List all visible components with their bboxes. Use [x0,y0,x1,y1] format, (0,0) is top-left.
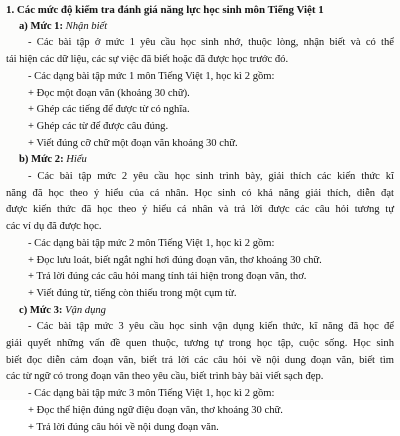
level-2-heading: b) Mức 2: Hiểu [19,154,87,166]
level-1-heading: a) Mức 1: Nhận biết [19,20,108,32]
level-1-item: + Ghép các tiếng để được từ có nghĩa. [28,104,190,116]
level-3-desc-line-2: giải quyết những vấn đề quen thuộc, tương tự trong học tập, cuộc sống. Học sinh [6,338,394,350]
level-1-desc-line-1: - Các bài tập ở mức 1 yêu cầu học sinh nhớ, thuộc lòng, nhận biết và có thể [28,37,394,49]
level-2-item: + Đọc lưu loát, biết ngắt nghỉ hơi đúng đoạn văn, thơ khoảng 30 chữ. [28,254,322,266]
level-2-desc-line-4: các ví dụ đã được học. [6,221,102,233]
section-title: 1. Các mức độ kiểm tra đánh giá năng lực học sinh môn Tiếng Việt 1 [6,4,324,16]
level-3-item: + Trả lời đúng câu hỏi về nội dung đoạn văn. [28,421,219,433]
level-2-desc-line-3: được kiến thức đã học theo ý hiểu cá nhân và trả lời được các câu hỏi tương tự [6,204,394,216]
level-2-desc-line-1: - Các bài tập mức 2 yêu cầu học sinh trình bày, giải thích các kiến thức kĩ [28,171,394,183]
level-3-item: + Đọc thể hiện đúng ngữ điệu đoạn văn, thơ khoảng 30 chữ. [28,404,283,416]
level-3-desc-line-4: các từ ngữ có trong đoạn văn theo yêu cầu, biết trình bày bài viết sạch đẹp. [6,371,324,383]
level-3-desc-line-3: biết đọc diễn cảm đoạn văn, biết trả lời các câu hỏi về nội dung đoạn văn, biết tìm [6,354,394,366]
level-2-item: + Viết đúng từ, tiếng còn thiếu trong một cụm từ. [28,287,237,299]
level-2-item: + Trả lời đúng các câu hỏi mang tính tái hiện trong đoạn văn, thơ. [28,271,307,283]
level-1-name: Nhận biết [65,20,108,32]
level-1-item: + Viết đúng cỡ chữ một đoạn văn khoảng 30 chữ. [28,137,238,149]
level-2-label: b) Mức 2 [19,154,61,166]
level-3-intro: - Các dạng bài tập mức 3 môn Tiếng Việt 1, học kì 2 gồm: [28,388,275,400]
level-1-item: + Ghép các từ để được câu đúng. [28,120,169,132]
level-2-desc-line-2: năng đã học theo ý hiểu của cá nhân. Học sinh có khả năng giải thích, diễn đạt [6,187,394,199]
level-1-label: a) Mức 1 [19,20,60,32]
level-3-label: c) Mức 3 [19,304,59,316]
level-3-desc-line-1: - Các bài tập mức 3 yêu cầu học sinh vận dụng kiến thức, kĩ năng đã học để [28,321,394,333]
level-3-name: Vận dụng [65,304,106,316]
level-2-intro: - Các dạng bài tập mức 2 môn Tiếng Việt 1, học kì 2 gồm: [28,237,275,249]
level-1-intro: - Các dạng bài tập mức 1 môn Tiếng Việt 1, học kì 2 gồm: [28,70,275,82]
level-1-desc-line-2: tái hiện các dữ liệu, các sự việc đã biết hoặc đã được học trước đó. [6,54,289,66]
level-3-heading: c) Mức 3: Vận dụng [19,304,106,316]
level-1-item: + Đọc một đoạn văn (khoảng 30 chữ). [28,87,190,99]
level-2-name: Hiểu [66,154,87,166]
